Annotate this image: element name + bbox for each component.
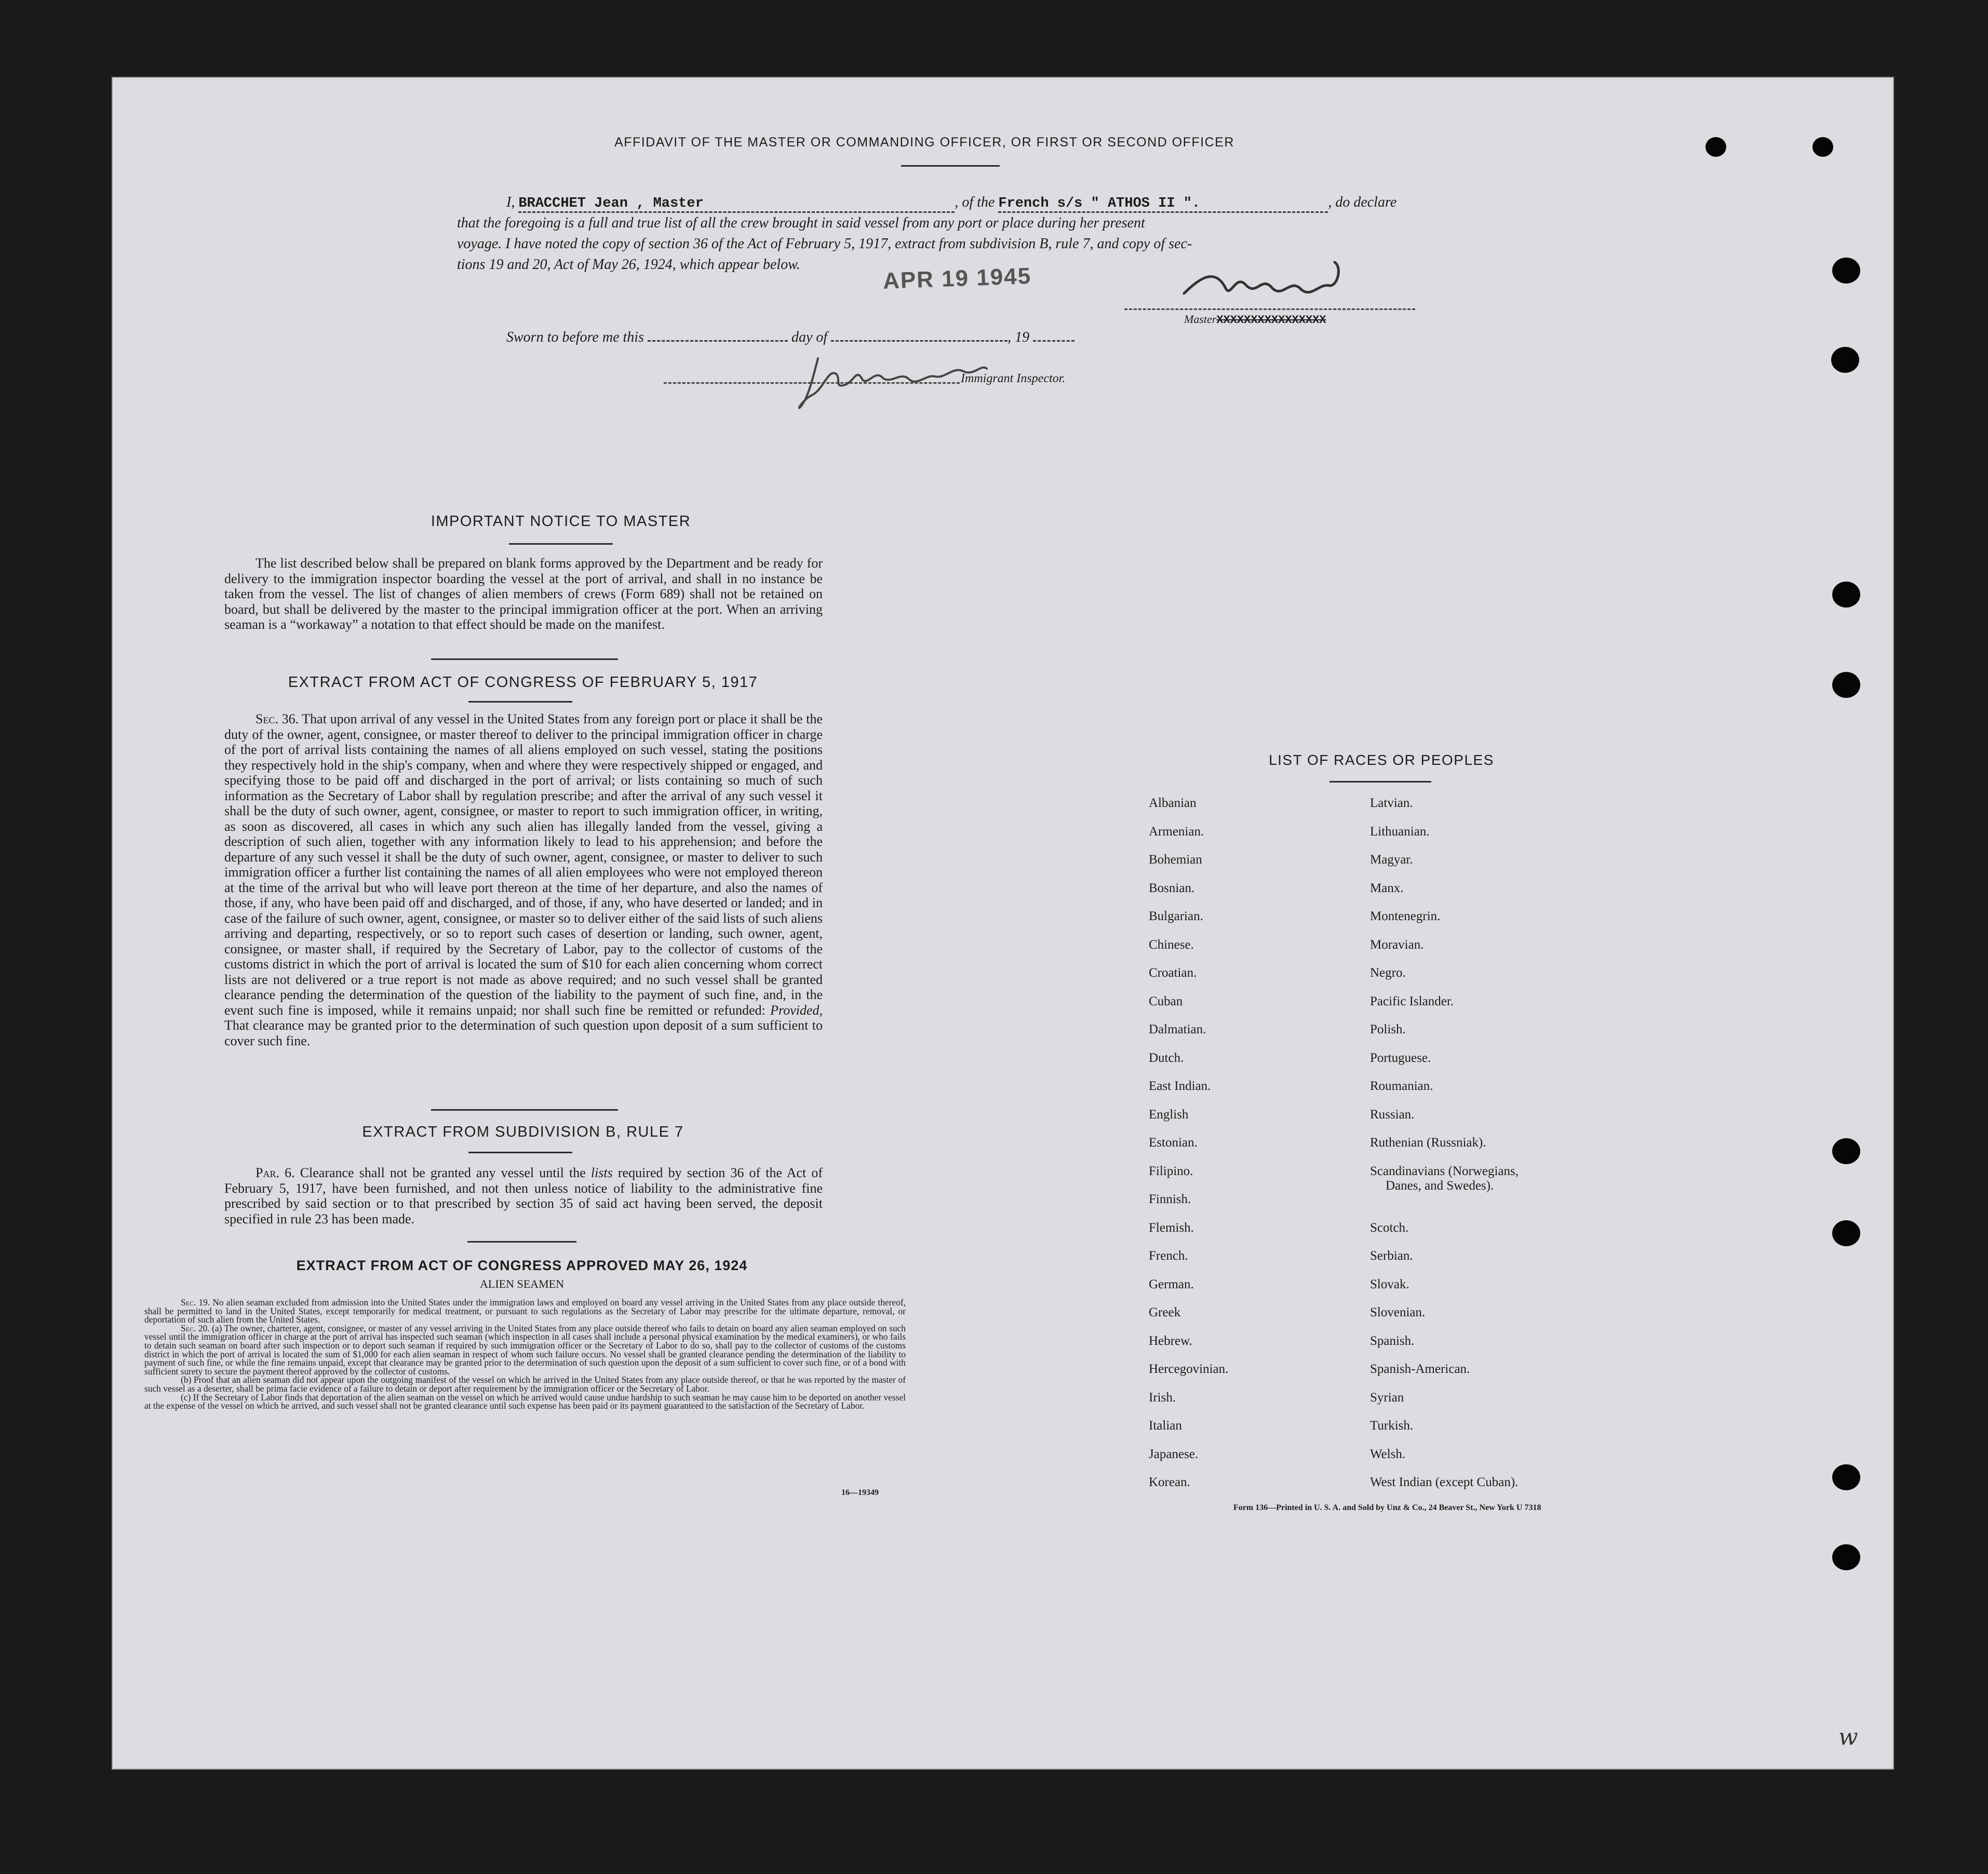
race-item: Serbian. <box>1370 1249 1413 1263</box>
inspector-signature-line <box>664 382 960 384</box>
form-code: 16—19349 <box>841 1488 879 1497</box>
sec-36-label: Sec. 36. <box>256 711 299 726</box>
rule-7-underline <box>468 1152 572 1153</box>
extract-1924-body <box>144 1298 906 1410</box>
rule-7-heading: EXTRACT FROM SUBDIVISION B, RULE 7 <box>362 1124 684 1140</box>
race-item: Bohemian <box>1149 853 1202 867</box>
rule-7-body <box>224 1165 823 1226</box>
lists-word: lists <box>590 1165 613 1180</box>
of-the-label: , of the <box>955 194 995 210</box>
i-label: I, <box>506 194 515 210</box>
race-item: Hercegovinian. <box>1149 1362 1229 1376</box>
race-item: Flemish. <box>1149 1221 1194 1235</box>
race-item: Moravian. <box>1370 938 1424 952</box>
vessel-field <box>998 194 1328 213</box>
punch-hole <box>1832 582 1860 608</box>
punch-hole <box>1832 1138 1860 1164</box>
race-item: Finnish. <box>1149 1192 1191 1206</box>
race-item: Estonian. <box>1149 1136 1198 1150</box>
par-6-text-a: Clearance shall not be granted any vessel until the <box>300 1165 586 1180</box>
notice-heading: IMPORTANT NOTICE TO MASTER <box>431 513 691 530</box>
race-item: Bulgarian. <box>1149 909 1203 923</box>
punch-hole <box>1832 672 1860 698</box>
race-item: Japanese. <box>1149 1447 1199 1461</box>
date-stamp: APR 19 1945 <box>882 263 1032 294</box>
race-item: Albanian <box>1149 796 1197 810</box>
sec-36-text-end: That clearance may be granted prior to the determination of such question upon deposit of a sum sufficient to cover such fine. <box>224 1018 823 1048</box>
race-item: Roumanian. <box>1370 1079 1433 1093</box>
rule-7-divider <box>467 1241 576 1243</box>
race-item: Slovak. <box>1370 1277 1409 1291</box>
sec-20-label: Sec. 20. <box>181 1323 210 1333</box>
extract-1924-heading: EXTRACT FROM ACT OF CONGRESS APPROVED MAY 26, 1924 <box>296 1258 748 1273</box>
punch-hole <box>1832 1220 1860 1246</box>
extract-1917-heading: EXTRACT FROM ACT OF CONGRESS OF FEBRUARY 5, 1917 <box>288 674 758 691</box>
race-item: German. <box>1149 1277 1194 1291</box>
master-name-value: BRACCHET Jean , Master <box>518 196 704 211</box>
race-item: Syrian <box>1370 1391 1404 1405</box>
races-heading: LIST OF RACES OR PEOPLES <box>1269 752 1494 768</box>
race-item: Slovenian. <box>1370 1305 1426 1319</box>
race-item: Croatian. <box>1149 966 1197 980</box>
extract-1917-body <box>224 711 823 1048</box>
race-item: Polish. <box>1370 1022 1406 1036</box>
punch-hole <box>1812 137 1833 157</box>
sec-20a-text: (a) The owner, charterer, agent, consignee, or master of any vessel arriving in the United States from any place outside thereof who fails to detain on board any alien seaman employed on such vessel until the immigration officer in charge at the port of arrival has inspected such seaman (which inspection in all cases shall include a personal physical examination by the medical examiners), or who fails to detain such seaman on board after such inspection or to deport such seaman if required by such immigration officer or the Secretary of Labor to do so, shall pay to the collector of customs of the customs district in which the port of arrival is located the sum of $1,000 for each alien seaman in respect of whom such failure occurs. No vessel shall be granted clearance pending the determination of the liability to payment of such fine, or while the fine remains unpaid, except that clearance may be granted prior to the determination of such question upon the deposit of a sum sufficient to cover such fine, or of a bond with sufficient surety to secure the payment thereof approved by the collector of customs. <box>144 1323 906 1377</box>
race-item: Lithuanian. <box>1370 825 1430 839</box>
race-item: Danes, and Swedes). <box>1386 1179 1494 1193</box>
day-of-label: day of <box>791 329 828 345</box>
race-item: Magyar. <box>1370 853 1413 867</box>
race-item: Montenegrin. <box>1370 909 1441 923</box>
affidavit-line-4: tions 19 and 20, Act of May 26, 1924, which appear below. <box>457 257 800 273</box>
race-item: English <box>1149 1108 1189 1122</box>
race-item: Manx. <box>1370 881 1404 895</box>
alien-seamen-subheading: ALIEN SEAMEN <box>480 1277 564 1290</box>
form-footer: Form 136—Printed in U. S. A. and Sold by Unz & Co., 24 Beaver St., New York U 7318 <box>1233 1503 1541 1512</box>
master-label-struck: XXXXXXXXXXXXXXXX <box>1216 314 1326 327</box>
notice-underline <box>509 543 613 545</box>
race-item: Armenian. <box>1149 825 1204 839</box>
punch-hole <box>1832 1464 1860 1490</box>
punch-hole <box>1832 258 1860 284</box>
race-item: Korean. <box>1149 1475 1190 1489</box>
race-item: Greek <box>1149 1305 1181 1319</box>
sec-19-text: No alien seaman excluded from admission into the United States under the immigration laws and employed on board any vessel arriving in the United States from any place outside thereof, shall be permitted to land in the United States, except temporarily for medical treatment, or pursuant to such regulations as the Secretary of Labor may prescribe for the ultimate departure, removal, or deportation of such alien from the United States. <box>144 1297 906 1325</box>
race-item: Italian <box>1149 1419 1182 1433</box>
affidavit-line-3: voyage. I have noted the copy of section 36 of the Act of February 5, 1917, extract from subdivision B, rule 7, and copy of sec- <box>457 236 1192 252</box>
notice-divider <box>431 658 618 660</box>
race-item: Scotch. <box>1370 1221 1409 1235</box>
race-item: Portuguese. <box>1370 1051 1431 1065</box>
title-underline <box>901 165 1000 167</box>
race-item: Dutch. <box>1149 1051 1184 1065</box>
race-item: East Indian. <box>1149 1079 1211 1093</box>
notice-body: The list described below shall be prepared on blank forms approved by the Department and be ready for delivery to the immigration inspector boarding the vessel at the port of arrival, and shall in no instance be taken from the vessel. The list of changes of alien members of crews (Form 689) shall not be retained on board, but shall be delivered by the master to the principal immigration officer at the port. When an arriving seaman is a “workaway” a notation to that effect should be made on the manifest. <box>224 556 823 632</box>
master-label: Master <box>1184 313 1217 326</box>
master-label-row <box>1184 313 1326 327</box>
master-signature <box>1179 257 1355 309</box>
race-item: Spanish-American. <box>1370 1362 1470 1376</box>
punch-hole <box>1832 1544 1860 1570</box>
sworn-label: Sworn to before me this <box>506 329 644 345</box>
extract-1917-underline <box>468 701 572 703</box>
sec-20b-text: (b) Proof that an alien seaman did not appear upon the outgoing manifest of the vessel on which he arrived in the United States from any place outside thereof, or that he was reported by the master of such vessel as a deserter, shall be prima facie evidence of a failure to detain or deport after requirement by the immigration officer or the Secretary of Labor. <box>144 1374 906 1394</box>
extract-1917-divider <box>431 1109 618 1111</box>
do-declare-label: , do declare <box>1328 194 1397 210</box>
race-item: West Indian (except Cuban). <box>1370 1475 1519 1489</box>
sworn-year-field <box>1033 340 1074 342</box>
inspector-label: Immigrant Inspector. <box>961 372 1066 385</box>
race-item: Turkish. <box>1370 1419 1414 1433</box>
master-name-field <box>518 194 955 213</box>
races-underline <box>1329 781 1431 783</box>
race-item: Russian. <box>1370 1108 1415 1122</box>
sec-36-text: That upon arrival of any vessel in the United States from any foreign port or place it shall be the duty of the owner, agent, consignee, or master thereof to deliver to the principal immigration officer in charge of the port of arrival lists containing the names of all aliens employed on such vessel, stating the positions they respectively hold in the ship's company, when and where they were respectively shipped or engaged, and specifying those to be paid off and discharged in the port of arrival; or lists containing so much of such information as the Secretary of Labor shall by regulation prescribe; and after the arrival of any such vessel it shall be the duty of such owner, agent, consignee, or master to report to such immigration officer, in writing, as soon as discovered, all cases in which any such alien has illegally landed from the vessel, giving a description of such alien, together with any information likely to lead to his apprehension; and before the departure of any such vessel it shall be the duty of such owner, agent, consignee, or master to deliver to such immigration officer a further list containing the names of all alien employees who were not employed thereon at the time of the arrival but who will leave port thereon at the time of her departure, and also the names of those, if any, who have been paid off and discharged, and of those, if any, who have deserted or landed; and in case of the failure of such owner, agent, consignee, or master so to deliver either of the said lists of such aliens arriving and departing, respectively, or so to report such cases of desertion or landing, such owner, agent, consignee, or master shall, if required by the Secretary of Labor, pay to the collector of customs of the customs district in which the port of arrival is located the sum of $10 for each alien concerning whom correct lists are not delivered or a true report is not made as above required; and no such vessel shall be granted clearance pending the determination of the question of the liability to the payment of such fine, and, in the event such fine is imposed, while it remains unpaid; nor shall such fine be remitted or refunded: <box>224 711 823 1018</box>
provided-word: Provided, <box>770 1002 823 1018</box>
affidavit-title: AFFIDAVIT OF THE MASTER OR COMMANDING OFFICER, OR FIRST OR SECOND OFFICER <box>614 135 1234 150</box>
par-6-label: Par. 6. <box>256 1165 295 1180</box>
year-prefix: , 19 <box>1008 329 1030 345</box>
sworn-row <box>506 329 1074 346</box>
vessel-value: French s/s " ATHOS II ". <box>998 196 1201 211</box>
sworn-month-field <box>831 340 1008 342</box>
race-item: Cuban <box>1149 994 1183 1008</box>
race-item: Welsh. <box>1370 1447 1406 1461</box>
punch-hole <box>1831 347 1859 373</box>
race-item: Filipino. <box>1149 1164 1193 1178</box>
sec-20c-text: (c) If the Secretary of Labor finds that deportation of the alien seaman on the vessel on which he arrived would cause undue hardship to such seaman he may cause him to be deported on another vessel at the expense of the vessel on which he arrived, and such vessel shall not be granted clearance until such expense has been paid or its payment guaranteed to the satisfaction of the Secretary of Labor. <box>144 1392 906 1411</box>
affidavit-line-1 <box>506 194 1446 213</box>
race-item: Ruthenian (Russniak). <box>1370 1136 1486 1150</box>
master-signature-line <box>1124 308 1415 310</box>
corner-mark: w <box>1838 1724 1858 1750</box>
sec-19-label: Sec. 19. <box>181 1297 210 1307</box>
par-6-text-b: required by section 36 of the Act of February 5, 1917, have been furnished, and not then unless notice of liability to the administrative fine prescribed by said section or to that prescribed by section 35 of said act having been served, the deposit specified in rule 23 has been made. <box>224 1165 823 1226</box>
race-item: Bosnian. <box>1149 881 1195 895</box>
race-item: Dalmatian. <box>1149 1022 1206 1036</box>
race-item: Negro. <box>1370 966 1406 980</box>
race-item: Irish. <box>1149 1391 1176 1405</box>
sworn-day-field <box>648 340 788 342</box>
race-item: Pacific Islander. <box>1370 994 1454 1008</box>
race-item: Spanish. <box>1370 1334 1415 1348</box>
punch-hole <box>1705 137 1726 157</box>
affidavit-line-2: that the foregoing is a full and true list of all the crew brought in said vessel from any port or place during her present <box>457 215 1145 231</box>
race-item: Latvian. <box>1370 796 1413 810</box>
race-item: Hebrew. <box>1149 1334 1192 1348</box>
race-item: Chinese. <box>1149 938 1194 952</box>
race-item: French. <box>1149 1249 1188 1263</box>
race-item: Scandinavians (Norwegians, <box>1370 1164 1519 1178</box>
